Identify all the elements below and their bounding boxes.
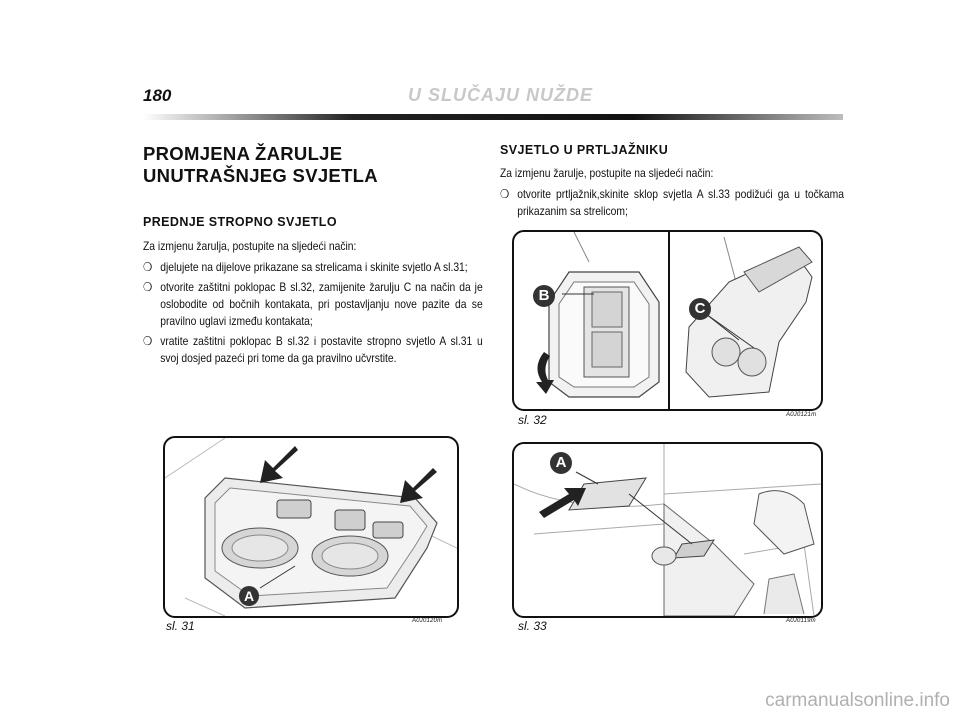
list-item: ❍ djelujete na dijelove prikazane sa strelicama i skinite svjetlo A sl.31; bbox=[143, 260, 468, 274]
callout-b: B bbox=[533, 285, 555, 307]
left-intro: Za izmjenu žarulja, postupite na sljedeći način: bbox=[143, 239, 357, 253]
callout-c: C bbox=[689, 298, 711, 320]
list-item: ❍ otvorite zaštitni poklopac B sl.32, zamijenite žarulju C na način da je oslobodite od bočnih kontakata, pri postavljanju nove pazite da se pravilno uglavi između kontakata; bbox=[143, 280, 483, 328]
left-body bbox=[143, 238, 483, 370]
list-item: ❍ vratite zaštitni poklopac B sl.32 i postavite stropno svjetlo A sl.31 u svoj dosjed pazeći pri tome da ga pravilno učvrstite. bbox=[143, 334, 483, 365]
list-item: ❍ otvorite prtljažnik,skinite sklop svjetla A sl.33 podižući ga u točkama prikazanim sa strelicom; bbox=[500, 187, 844, 218]
figure-32 bbox=[512, 230, 823, 411]
figure-31 bbox=[163, 436, 459, 618]
trunk-light-bulb-illustration bbox=[514, 232, 821, 409]
figure-32-code: A0J0121m bbox=[786, 412, 817, 418]
figure-33-code: A0J0119m bbox=[786, 618, 816, 624]
section-header: U SLUČAJU NUŽDE bbox=[408, 85, 594, 105]
callout-a: A bbox=[550, 452, 572, 474]
right-intro: Za izmjenu žarulje, postupite na sljedeći način: bbox=[500, 166, 714, 180]
page-number: 180 bbox=[143, 86, 172, 105]
bullet-icon: ❍ bbox=[143, 334, 153, 348]
bullet-icon: ❍ bbox=[143, 260, 153, 274]
bullet-icon: ❍ bbox=[143, 280, 153, 294]
right-subtitle: SVJETLO U PRTLJAŽNIKU bbox=[500, 143, 669, 157]
arrow-icon bbox=[400, 468, 437, 503]
bullet-icon: ❍ bbox=[500, 187, 510, 201]
figure-31-code: A0J0120m bbox=[412, 618, 443, 624]
callout-a: A bbox=[239, 586, 259, 606]
figure-32-caption: sl. 32 bbox=[518, 413, 547, 427]
arrow-icon bbox=[539, 488, 586, 518]
left-bullet-list bbox=[143, 259, 483, 367]
title-line-1: PROMJENA ŽARULJE bbox=[143, 143, 343, 164]
left-subtitle: PREDNJE STROPNO SVJETLO bbox=[143, 215, 337, 229]
arrow-icon bbox=[260, 446, 298, 483]
right-bullet-list bbox=[500, 186, 844, 220]
figure-33-caption: sl. 33 bbox=[518, 619, 547, 633]
header-rule bbox=[143, 114, 843, 120]
figure-33 bbox=[512, 442, 823, 618]
left-title bbox=[143, 143, 483, 187]
ceiling-light-illustration bbox=[165, 438, 457, 616]
watermark: carmanualsonline.info bbox=[765, 690, 950, 711]
figure-31-caption: sl. 31 bbox=[166, 619, 195, 633]
title-line-2: UNUTRAŠNJEG SVJETLA bbox=[143, 165, 378, 186]
right-body bbox=[500, 165, 844, 223]
